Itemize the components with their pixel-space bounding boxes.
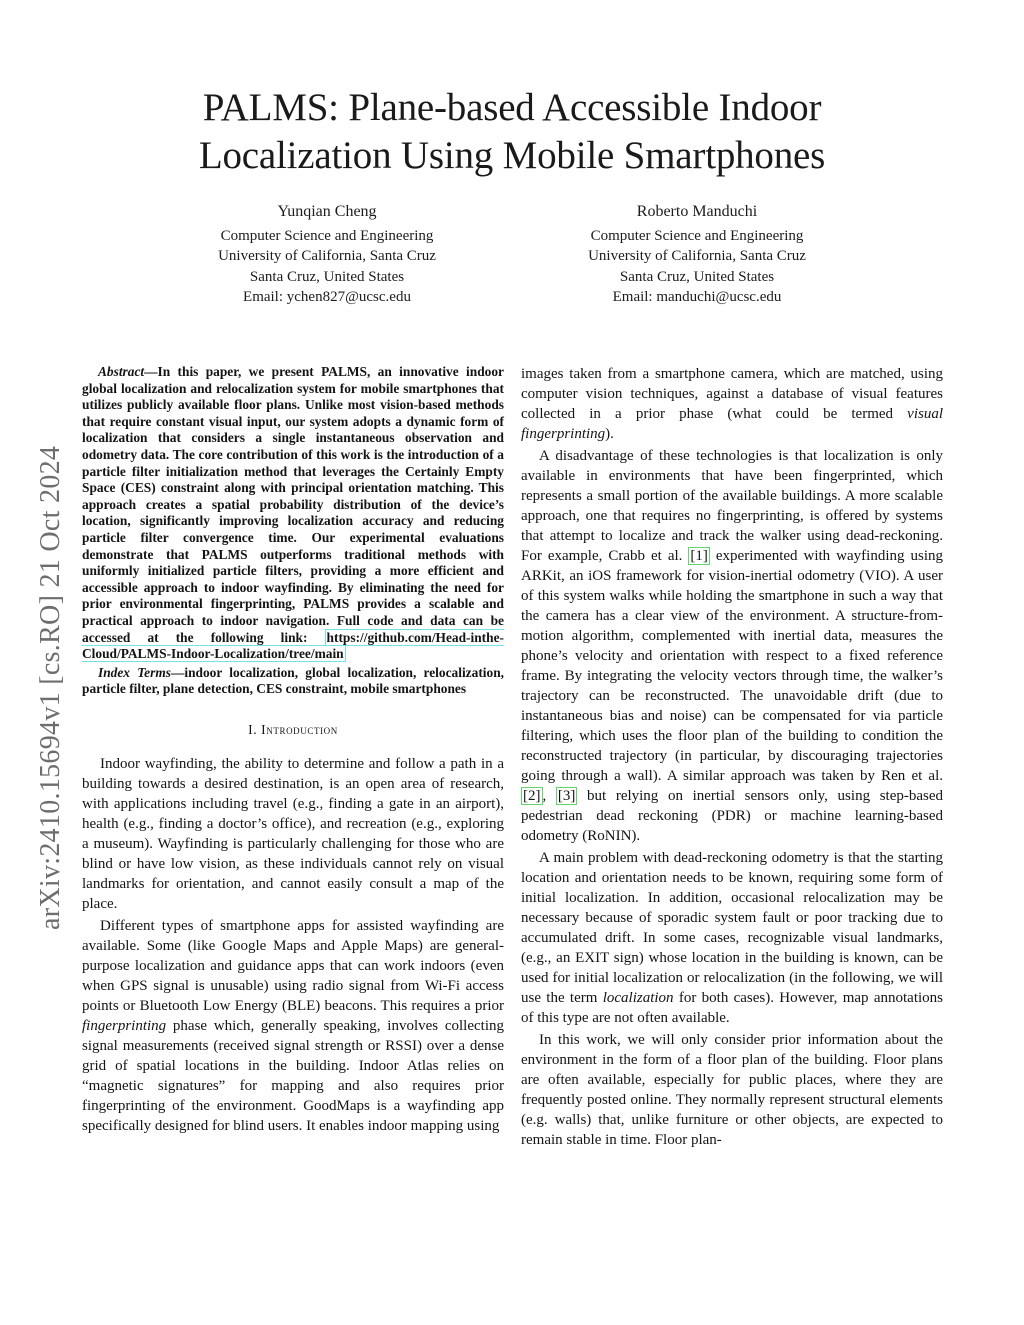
emphasis: visual fingerprinting bbox=[521, 406, 943, 442]
index-terms bbox=[82, 665, 504, 698]
emphasis: localization bbox=[602, 990, 674, 1006]
author-location: Santa Cruz, United States bbox=[249, 268, 405, 285]
right-column bbox=[521, 364, 943, 1152]
abstract bbox=[82, 364, 504, 663]
abstract-lead: Abstract bbox=[98, 364, 145, 379]
left-column bbox=[82, 364, 504, 1138]
title-line-1: PALMS: Plane-based Accessible Indoor bbox=[202, 86, 822, 129]
title-line-2: Localization Using Mobile Smartphones bbox=[198, 134, 826, 177]
section-heading: I. Introduction bbox=[248, 721, 338, 737]
text-run: A disadvantage of these technologies is that localization is only available in environments that have been fingerprinted, which represents a small portion of the available buildings. A more scalable approach, one that requires no fingerprinting, is offered by systems that attempt to localize and track the walker using dead-reckoning. For example, Crabb et al. bbox=[521, 448, 943, 564]
right-paragraph-3: In this work, we will only consider prior information about the environment in the form of a floor plan of the building. Floor plans are often available, especially for public places, where they are frequently posted online. They normally represent structural elements (e.g. walls) that, unlike furniture or other objects, are expected to remain stable in time. Floor plan- bbox=[521, 1032, 943, 1148]
author-dept: Computer Science and Engineering bbox=[590, 227, 804, 244]
author-name: Roberto Manduchi bbox=[636, 203, 758, 220]
text-run: ). bbox=[605, 426, 614, 442]
code-link[interactable]: https://github.com/Head-inthe-Cloud/PALMS-Indoor-Localization/tree/main bbox=[82, 629, 504, 662]
author-block-2 bbox=[547, 202, 847, 308]
index-terms-lead: Index Terms bbox=[98, 664, 171, 680]
text-run: Different types of smartphone apps for assisted wayfinding are available. Some (like Google Maps and Apple Maps) are general-purpose localization and guidance apps that can work indoors (even when GPS signal is unusable) using radio signal from Wi-Fi access points or Bluetooth Low Energy (BLE) beacons. This requires a prior bbox=[82, 917, 504, 1014]
author-email: Email: ychen827@ucsc.edu bbox=[243, 289, 411, 305]
author-univ: University of California, Santa Cruz bbox=[588, 248, 806, 264]
citation-link[interactable]: [1] bbox=[690, 548, 708, 564]
paper-title bbox=[112, 84, 912, 180]
citation-link[interactable]: [2] bbox=[523, 788, 541, 804]
text-run: but relying on inertial sensors only, using step-based pedestrian dead reckoning (PDR) or machine learning-based odometry (RoNIN). bbox=[521, 788, 944, 844]
intro-paragraph-2 bbox=[82, 916, 504, 1136]
right-paragraph-2 bbox=[521, 848, 943, 1028]
right-paragraph-0 bbox=[521, 364, 943, 444]
emphasis: fingerprinting bbox=[82, 1017, 167, 1034]
text-run: A main problem with dead-reckoning odometry is that the starting location and orientation needs to be known, requiring some form of initial localization. In addition, occasional relocalization may be necessary because of sporadic system fault or poor tracking due to accumulated drift. In some cases, recognizable visual landmarks, (e.g., an EXIT sign) whose location in the building is known, can be used for initial localization or relocalization (in the following, we will use the term bbox=[521, 850, 943, 1006]
author-dept: Computer Science and Engineering bbox=[220, 227, 434, 244]
index-terms-text: —indoor localization, global localization, relocalization, particle filter, plane detection, CES constraint, mobile smartphones bbox=[82, 664, 504, 697]
text-run: , bbox=[542, 788, 556, 804]
author-email: Email: manduchi@ucsc.edu bbox=[612, 289, 782, 305]
author-location: Santa Cruz, United States bbox=[619, 268, 775, 285]
citation-link[interactable]: [3] bbox=[557, 788, 576, 804]
arxiv-sidebar-stamp: arXiv:2410.15694v1 [cs.RO] 21 Oct 2024 bbox=[35, 445, 66, 930]
author-block-1 bbox=[177, 202, 477, 308]
text-run: phase which, generally speaking, involves collecting signal measurements (received signal strength or RSSI) over a dense grid of spatial locations in the building. Indoor Atlas relies on “magnetic signatures” for mapping and also requires prior fingerprinting of the environment. GoodMaps is a wayfinding app specifically designed for blind users. It enables indoor mapping using bbox=[82, 1017, 504, 1134]
abstract-text: —In this paper, we present PALMS, an innovative indoor global localization and relocalization system for mobile smartphones that utilizes publicly available floor plans. Unlike most vision-based methods that require constant visual input, our system adopts a dynamic form of localization that considers a single instantaneous observation and odometry data. The core contribution of this work is the introduction of a particle filter initialization method that leverages the Certainly Empty Space (CES) constraint along with principal orientation matching. This approach creates a spatial probability distribution of the device’s location, significantly improving localization accuracy and reducing particle filter convergence time. Our experimental evaluations demonstrate that PALMS outperforms traditional methods with uniformly initialized particle filters, providing a more efficient and accessible approach to indoor wayfinding. By eliminating the need for prior environmental fingerprinting, PALMS provides a scalable and practical approach to indoor navigation. Full code and data can be accessed at the following link: bbox=[82, 364, 504, 645]
intro-paragraph-1: Indoor wayfinding, the ability to determine and follow a path in a building towards a desired destination, is an open area of research, with applications including travel (e.g., finding a gate in an airport), health (e.g., finding a doctor’s office), and recreation (e.g., exploring a museum). Wayfinding is particularly challenging for those who are blind or have low vision, as these individuals cannot rely on visual landmarks for orientation, and cannot easily consult a map of the place. bbox=[82, 755, 504, 912]
author-name: Yunqian Cheng bbox=[277, 203, 377, 220]
text-run: images taken from a smartphone camera, which are matched, using computer vision techniques, against a database of visual features collected in a prior phase (what could be termed bbox=[521, 366, 943, 422]
text-run: experimented with wayfinding using ARKit, an iOS framework for vision-inertial odometry (VIO). A user of this system walks while holding the smartphone in such a way that the camera has a clear view of the environment. A structure-from-motion algorithm, complemented with inertial data, measures the phone’s velocity and orientation with respect to a fixed reference frame. By integrating the velocity vectors through time, the walker’s trajectory can be reconstructed. The unavoidable drift (due to instantaneous bias and noise) can be compensated for via particle filtering, which uses the floor plan of the building to condition the reconstructed trajectory (in particular, by discouraging trajectories going through a wall). A similar approach was taken by Ren et al. bbox=[521, 548, 943, 784]
text-run: for both cases). However, map annotations of this type are not often available. bbox=[521, 990, 944, 1026]
right-paragraph-1 bbox=[521, 446, 943, 846]
author-univ: University of California, Santa Cruz bbox=[218, 248, 436, 264]
